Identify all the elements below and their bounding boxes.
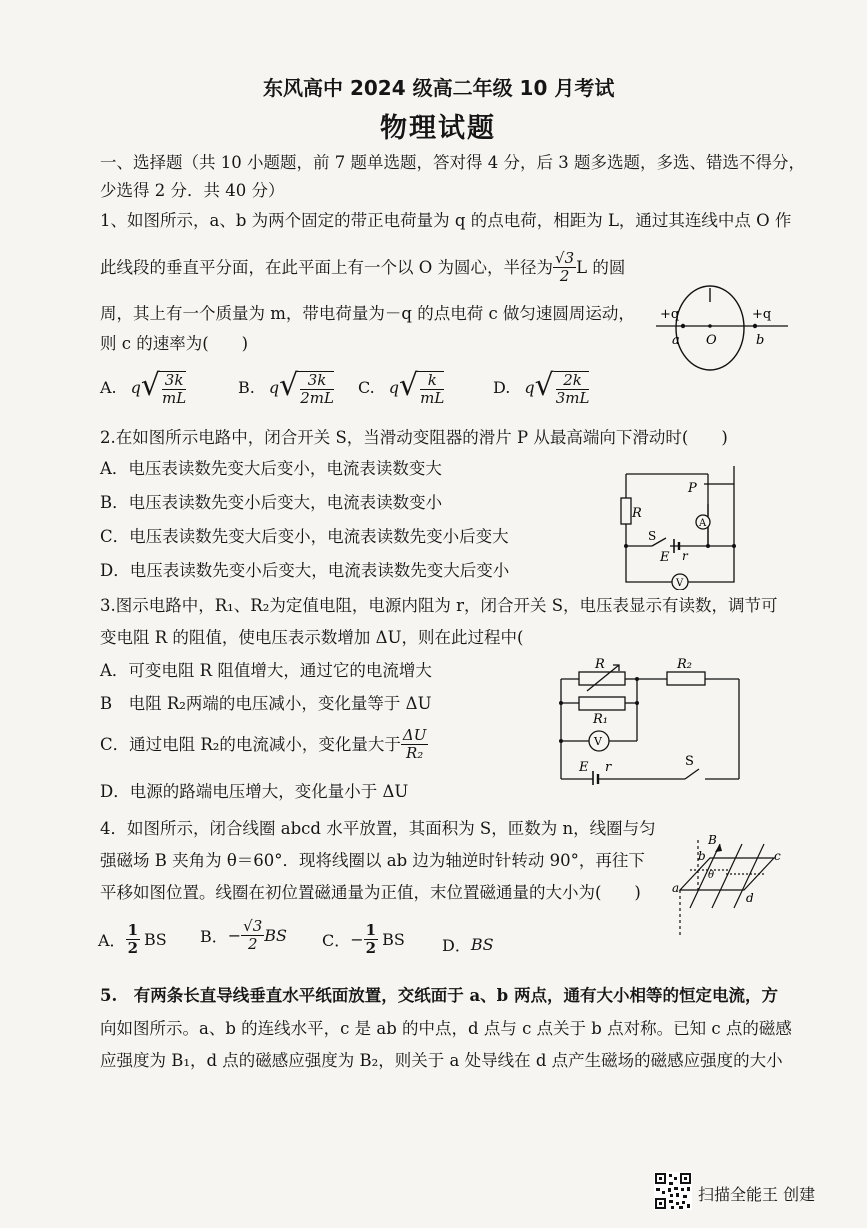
q2-s-label: S xyxy=(648,529,657,543)
q1-option-d-den: 3mL xyxy=(555,389,590,407)
q1-option-b-q: q xyxy=(268,378,280,397)
q1-stem-line2 xyxy=(100,250,625,285)
q4-option-d-label: D． xyxy=(442,936,471,955)
q3-r1-label: R₁ xyxy=(593,712,608,727)
q1-radius-den: 2 xyxy=(559,267,570,285)
q4-c-label: c xyxy=(774,849,781,863)
q3-option-c-text: C．通过电阻 R₂的电流减小，变化量大于 xyxy=(100,734,401,754)
q4-d-label: d xyxy=(746,891,754,905)
q1-option-a-q: q xyxy=(130,378,141,397)
q3-e-label: E xyxy=(579,760,589,775)
q1-stem-line2-pre: 此线段的垂直平分面，在此平面上有一个以 O 为圆心，半径为 xyxy=(100,257,554,277)
q3-switch-s xyxy=(685,769,699,779)
q4-option-a[interactable] xyxy=(98,922,167,957)
q3-r2-label: R₂ xyxy=(677,657,692,672)
q3-option-c-num: ΔU xyxy=(402,726,427,744)
q4-option-c-sign: − xyxy=(350,930,364,949)
qr-code-icon xyxy=(654,1172,692,1210)
q3-option-a[interactable]: A．可变电阻 R 阻值增大，通过它的电流增大 xyxy=(100,661,432,680)
q3-option-c-den: R₂ xyxy=(406,744,424,762)
q1-option-b[interactable] xyxy=(238,368,334,407)
q2-stem: 2.在如图所示电路中，闭合开关 S，当滑动变阻器的滑片 P 从最高端向下滑动时( ) xyxy=(100,428,728,447)
q3-resistor-r2 xyxy=(667,672,705,685)
q2-option-a[interactable]: A．电压表读数先变大后变小，电流表读数变大 xyxy=(100,459,442,478)
q3-stem-line2: 变电阻 R 的阻值，使电压表示数增加 ΔU，则在此过程中( xyxy=(100,628,524,647)
q1-stem-line3: 周，其上有一个质量为 m，带电荷量为－q 的点电荷 c 做匀速圆周运动， xyxy=(100,304,635,323)
q4-option-c-label: C． xyxy=(322,931,351,950)
q2-rint-label: r xyxy=(682,549,688,563)
q2-e-label: E xyxy=(660,550,670,565)
q1-option-a[interactable] xyxy=(100,368,186,407)
q5-stem-line1: 5. 有两条长直导线垂直水平纸面放置，交纸面于 a、b 两点，通有大小相等的恒定电流，方 xyxy=(100,986,778,1005)
q4-option-a-den: 2 xyxy=(127,939,138,957)
q3-option-d[interactable]: D．电源的路端电压增大，变化量小于 ΔU xyxy=(100,782,409,801)
q1-right-charge-label: +q xyxy=(752,307,772,322)
q4-a-label: a xyxy=(672,881,680,895)
q1-option-d[interactable] xyxy=(493,368,589,407)
q3-voltmeter-label: V xyxy=(594,735,602,748)
q1-option-c-label: C. xyxy=(358,378,375,397)
q1-option-b-label: B. xyxy=(238,378,255,397)
q2-circuit-figure xyxy=(612,462,747,590)
q1-option-a-den: mL xyxy=(162,389,187,407)
q1-option-d-q: q xyxy=(524,378,535,397)
q1-option-c-q: q xyxy=(388,378,400,397)
q3-stem-line1: 3.图示电路中，R₁、R₂为定值电阻，电源内阻为 r，闭合开关 S，电压表显示有读数，调节可 xyxy=(100,596,778,615)
q1-option-b-sqrt: √ $\frac{3k}{2mL}$ xyxy=(279,368,334,407)
subject-title: 物理试题 xyxy=(380,113,496,144)
q1-point-a xyxy=(681,324,685,328)
q1-option-a-sqrt: √ $\frac{3k}{mL}$ xyxy=(140,368,187,407)
q2-p-label: P xyxy=(688,481,697,496)
q2-option-b[interactable]: B．电压表读数先变小后变大，电流表读数变小 xyxy=(100,493,443,512)
q1-stem-line4: 则 c 的速率为( ) xyxy=(100,334,249,353)
q1-left-charge-label: +q xyxy=(660,307,680,322)
q1-a-label: a xyxy=(672,333,680,348)
q4-option-a-num: 1 xyxy=(127,921,138,939)
q4-option-d[interactable] xyxy=(442,933,494,956)
q1-option-c-den: mL xyxy=(420,389,445,407)
q1-stem-line1: 1、如图所示，a、b 为两个固定的带正电荷量为 q 的点电荷，相距为 L，通过其连线中点 O 作 xyxy=(100,211,792,230)
q4-option-b-tail: BS xyxy=(264,926,287,945)
q1-option-a-num: 3k xyxy=(162,372,186,390)
q4-b-field-label: B xyxy=(708,833,717,847)
q4-option-c[interactable] xyxy=(322,922,405,957)
q2-option-d[interactable]: D．电压表读数先变小后变大，电流表读数先变大后变小 xyxy=(100,561,510,580)
q1-radius-num: √3 xyxy=(555,249,575,267)
q4-option-c-tail: BS xyxy=(382,930,405,949)
q3-option-c[interactable] xyxy=(100,727,428,762)
q4-option-a-fraction xyxy=(126,922,140,957)
q1-b-label: b xyxy=(756,333,765,348)
q4-stem-line2: 强磁场 B 夹角为 θ＝60°．现将线圈以 ab 边为轴逆时针转动 90°，再往下 xyxy=(100,851,645,870)
q1-option-d-sqrt: √ $\frac{2k}{3mL}$ xyxy=(534,368,590,407)
q1-o-label: O xyxy=(706,333,717,348)
q4-option-a-tail: BS xyxy=(144,930,167,949)
section1-instructions-line2: 少选得 2 分．共 40 分） xyxy=(100,181,285,200)
q3-s-label: S xyxy=(685,754,694,769)
watermark-text: 扫描全能王 创建 xyxy=(698,1185,816,1204)
q4-stem-line1: 4．如图所示，闭合线圈 abcd 水平放置，其面积为 S，匝数为 n，线圈与匀 xyxy=(100,819,656,838)
q3-circuit-figure xyxy=(557,655,742,785)
q4-option-c-num: 1 xyxy=(365,921,377,939)
q4-stem-line3: 平移如图位置。线圈在初位置磁通量为正值，末位置磁通量的大小为( ) xyxy=(100,883,641,902)
q4-option-b-fraction xyxy=(241,918,264,953)
section1-instructions-line1: 一、选择题（共 10 小题题，前 7 题单选题，答对得 4 分，后 3 题多选题，多选、错选不得分， xyxy=(100,153,805,172)
q4-option-b-num: √3 xyxy=(243,917,263,935)
q3-option-c-fraction xyxy=(401,727,428,762)
q2-option-c[interactable]: C．电压表读数先变大后变小，电流表读数先变小后变大 xyxy=(100,527,509,546)
q1-option-c-sqrt: √ $\frac{k}{mL}$ xyxy=(399,368,445,407)
q1-point-b xyxy=(753,324,757,328)
q2-resistor-r xyxy=(621,498,631,524)
q3-resistor-r1 xyxy=(579,697,625,710)
q4-option-b-label: B． xyxy=(200,927,228,946)
q1-option-b-num: 3k xyxy=(300,372,334,390)
q1-option-c[interactable] xyxy=(358,368,444,407)
q1-option-d-label: D. xyxy=(493,378,511,397)
q1-option-d-num: 2k xyxy=(556,372,590,390)
q2-r-label: R xyxy=(632,506,642,521)
q3-r-label: R xyxy=(595,657,605,672)
q2-voltmeter-label: V xyxy=(676,578,684,589)
q4-theta-label: θ xyxy=(708,870,715,881)
q1-point-o xyxy=(708,324,712,328)
q4-option-b[interactable] xyxy=(200,918,287,953)
q2-ammeter-label: A xyxy=(699,518,707,529)
q4-option-a-label: A． xyxy=(98,931,126,950)
q1-option-c-num: k xyxy=(420,372,444,390)
q4-option-c-den: 2 xyxy=(365,939,377,957)
q5-stem-line2: 向如图所示。a、b 的连线水平，c 是 ab 的中点，d 点与 c 点关于 b 点对称。已知 c 点的磁感 xyxy=(100,1019,792,1038)
q4-b-label: b xyxy=(698,849,706,863)
q4-option-b-den: 2 xyxy=(247,935,258,953)
q4-option-b-sign: − xyxy=(227,926,242,945)
q5-stem-line3: 应强度为 B₁，d 点的磁感应强度为 B₂，则关于 a 处导线在 d 点产生磁场的磁感应强度的大小 xyxy=(100,1051,783,1070)
q1-radius-fraction xyxy=(553,250,576,285)
q3-option-b[interactable]: B 电阻 R₂两端的电压减小，变化量等于 ΔU xyxy=(100,694,432,713)
q4-field-line-2 xyxy=(712,844,742,908)
q3-rint-label: r xyxy=(605,760,612,775)
q1-stem-line2-post: L 的圆 xyxy=(576,257,626,277)
q4-coil-figure xyxy=(668,830,788,942)
q1-option-a-label: A. xyxy=(100,378,117,397)
q1-charge-figure xyxy=(648,282,793,374)
q4-option-d-tail: BS xyxy=(470,935,494,954)
exam-title: 东风高中 2024 级高二年级 10 月考试 xyxy=(263,76,615,100)
q4-option-c-fraction xyxy=(364,922,378,957)
q1-option-b-den: 2mL xyxy=(300,389,334,407)
